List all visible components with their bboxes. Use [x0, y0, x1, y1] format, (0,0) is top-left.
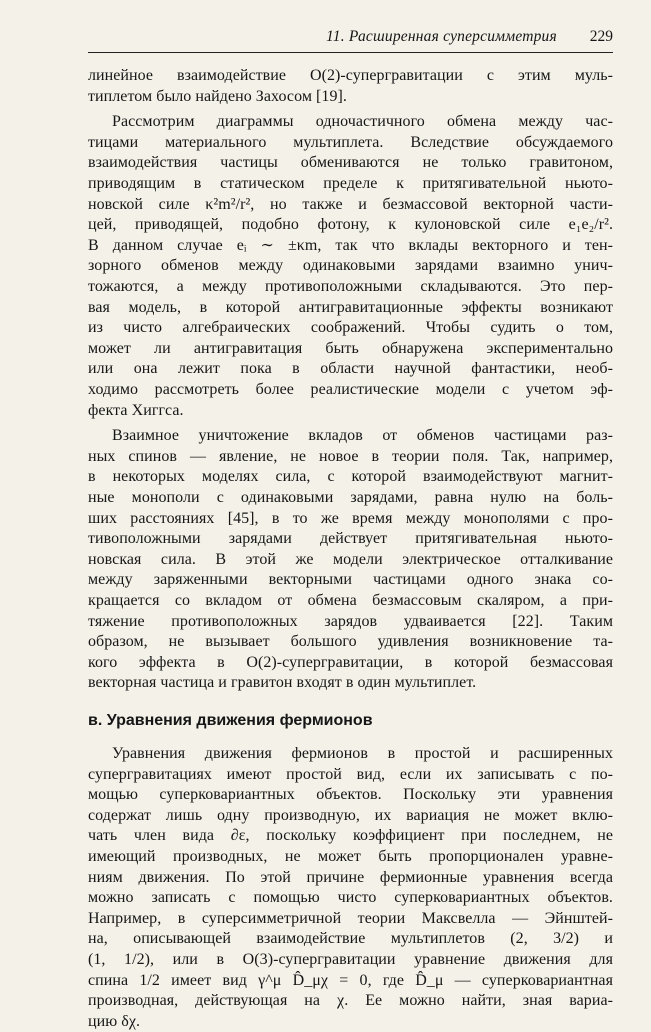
- text-line: образом, не вызывает большого удивления возникновение та-: [88, 633, 613, 651]
- text-line: между заряженными векторными частицами одного знака со-: [88, 571, 613, 589]
- text-line: типлетом было найдено Захосом [19].: [88, 87, 347, 105]
- text-line: тожаются, а между противоположными складываются. Это пер-: [88, 278, 613, 295]
- text-line: или она лежит пока в области научной фантастики, необ-: [88, 360, 613, 378]
- text-line: ших расстояниях [45], в то же время между монополями с про-: [88, 509, 613, 527]
- text-line: ходимо рассмотреть более реалистические модели с учетом эф-: [88, 381, 613, 398]
- text-line: чать член вида ∂ε, поскольку коэффициент при последнем, не: [88, 827, 613, 845]
- text-line: можно записать с помощью чисто суперковариантных объектов.: [88, 889, 613, 907]
- text-line: на, описывающей взаимодействие мультиплетов (2, 3/2) и: [88, 930, 613, 948]
- header-rule: [88, 52, 613, 53]
- text-line: содержат лишь одну производную, их вариация не может вклю-: [88, 806, 613, 824]
- text-line: кращается со вкладом от обмена безмассовым скаляром, а при-: [88, 592, 613, 609]
- text-line: супергравитациях имеют простой вид, если их записывать с по-: [88, 765, 613, 783]
- text-line: взаимодействия частицы обмениваются не только гравитоном,: [88, 154, 613, 172]
- text-line: приводящим в статическом пределе к притягивательной ньюто-: [88, 175, 613, 192]
- text-line: ные монополи с одинаковыми зарядами, равна нулю на боль-: [88, 489, 613, 506]
- text-line: Например, в суперсимметричной теории Максвелла — Эйнштей-: [88, 909, 613, 927]
- text-line: тицами материального мультиплета. Вследствие обсуждаемого: [88, 133, 613, 151]
- text-line: мощью суперковариантных объектов. Поскольку эти уравнения: [88, 786, 613, 804]
- text-line: из чисто алгебраических соображений. Чтобы судить о том,: [88, 319, 613, 337]
- section-heading: в. Уравнения движения фермионов: [88, 712, 373, 729]
- text-line: тяжение противоположных зарядов удваивается [22]. Таким: [88, 612, 613, 630]
- text-line: Уравнения движения фермионов в простой и расширенных: [112, 745, 613, 762]
- page-number: 229: [589, 28, 613, 45]
- text-line: производная, действующая на χ. Ее можно найти, зная вариа-: [88, 992, 613, 1010]
- text-line: новской силе κ²m²/r², но также и безмассовой векторной части-: [88, 195, 613, 213]
- text-line: Взаимное уничтожение вкладов от обменов частицами раз-: [112, 427, 613, 445]
- text-line: вая модель, в которой антигравитационные эффекты возникают: [88, 298, 613, 316]
- running-title: 11. Расширенная суперсимметрия: [326, 28, 557, 45]
- text-line: может ли антигравитация быть обнаружена экспериментально: [88, 339, 613, 357]
- text-line: цию δχ.: [88, 1012, 141, 1030]
- text-line: фекта Хиггса.: [88, 401, 184, 419]
- text-line: имеющий производных, не может быть пропорционален уравне-: [88, 848, 613, 865]
- text-line: тивоположными зарядами действует притягивательная ньюто-: [88, 530, 613, 548]
- text-line: зорного обменов между одинаковыми зарядами взаимно унич-: [88, 257, 613, 275]
- text-line: В данном случае eᵢ ∼ ±κm, так что вклады векторного и тен-: [88, 236, 613, 254]
- text-line: новская сила. В этой же модели электрическое отталкивание: [88, 550, 613, 568]
- running-head: [326, 28, 613, 50]
- text-line: кого эффекта в O(2)-супергравитации, в которой безмассовая: [88, 653, 613, 671]
- text-line: спина 1/2 имеет вид γ^μ D̂_μχ = 0, где D̂_μ — суперковариантная: [88, 971, 613, 989]
- text-line: цей, приводящей, подобно фотону, к кулоновской силе e₁e₂/r².: [88, 216, 613, 234]
- text-line: ных спинов — явление, не новое в теории поля. Так, например,: [88, 447, 613, 465]
- text-line: линейное взаимодействие O(2)-супергравитации с этим муль-: [88, 67, 613, 84]
- text-line: в некоторых моделях сила, с которой взаимодействуют магнит-: [88, 468, 613, 486]
- text-line: Рассмотрим диаграммы одночастичного обмена между час-: [112, 113, 613, 131]
- text-line: ниям движения. По этой причине фермионные уравнения всегда: [88, 868, 613, 886]
- text-line: векторная частица и гравитон входят в один мультиплет.: [88, 674, 477, 692]
- text-line: (1, 1/2), или в O(3)-супергравитации уравнение движения для: [88, 951, 613, 968]
